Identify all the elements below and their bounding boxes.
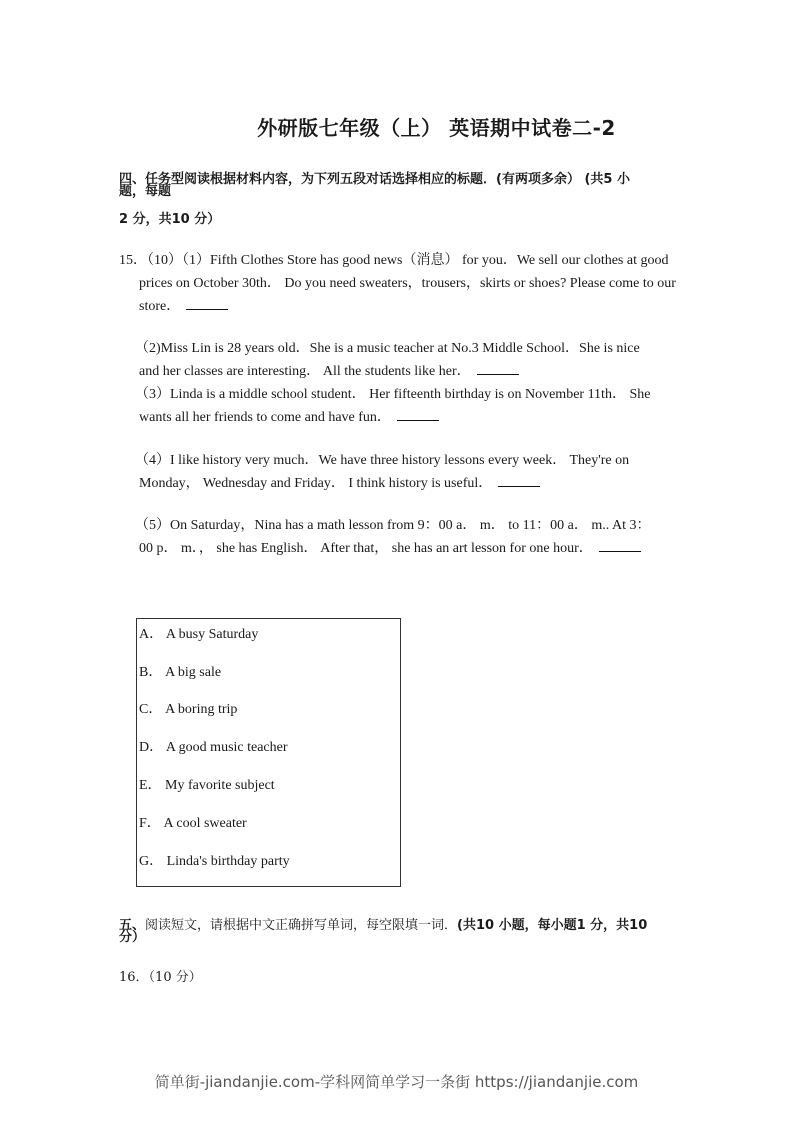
option-e: E． My favorite subject [139,778,275,793]
passage-5-line-1: （5）On Saturday，Nina has a math lesson from 9：00 a． m． to 11：00 a． m.. At 3： [135,518,651,533]
question-15-passage-5 [119,514,679,560]
passage-1-line-2: prices on October 30th． Do you need sweaters，trousers，skirts or shoes? Please come to our [139,276,676,291]
option-g: G． Linda's birthday party [139,854,290,869]
passage-5-line-2: 00 p． m．， she has English． After that， she has an art lesson for one hour． [139,541,593,556]
section-5-instructions: 阅读短文，请根据中文正确拼写单词，每空限填一词． [145,918,458,933]
passage-1-line-3: store． [139,299,181,314]
answer-blank-1[interactable] [186,297,228,310]
footer-watermark: 简单街-jiandanjie.com-学科网简单学习一条街 https://jiandanjie.com [154,1073,639,1091]
section-4-heading-line1: 四、任务型阅读根据材料内容，为下列五段对话选择相应的标题．(有两项多余） (共5 小 [119,172,630,187]
options-box [136,618,401,887]
question-15-passage-2 [119,337,679,383]
section-5-heading [119,920,679,944]
option-f: F． A cool sweater [139,816,247,831]
passage-3-line-2: wants all her friends to come and have fun． [139,410,391,425]
section-5-heading-line2: 分） [119,930,146,945]
section-4-heading-line2: 题，每题 [119,184,172,199]
passage-2-line-1: （2)Miss Lin is 28 years old．She is a music teacher at No.3 Middle School．She is nice [135,341,640,356]
question-15-passage-1 [119,249,679,318]
option-b: B． A big sale [139,665,222,680]
passage-2-line-2: and her classes are interesting． All the students like her． [139,364,471,379]
section-5-scoring: (共10 小题，每小题1 分，共10 [457,918,648,933]
question-15-passage-4 [119,449,679,495]
section-4-heading-line3: 2 分，共10 分） [119,212,221,227]
option-d: D． A good music teacher [139,740,288,755]
passage-3-line-1: （3）Linda is a middle school student． Her fifteenth birthday is on November 11th． She [135,387,651,402]
passage-4-line-2: Monday， Wednesday and Friday． I think history is useful． [139,476,493,491]
passage-1-line-1: （1）Fifth Clothes Store has good news（消息） for you．We sell our clothes at good [182,253,669,268]
answer-blank-5[interactable] [599,539,641,552]
answer-blank-2[interactable] [477,362,519,375]
answer-blank-4[interactable] [498,474,540,487]
question-15-label: 15．（10） [119,253,182,268]
document-title: 外研版七年级（上） 英语期中试卷二-2 [257,116,616,140]
answer-blank-3[interactable] [397,408,439,421]
question-15-passage-3 [119,383,679,429]
option-a: A． A busy Saturday [139,627,259,642]
passage-4-line-1: （4）I like history very much．We have three history lessons every week． They're on [135,453,630,468]
question-16-label: 16．（10 分） [119,970,202,985]
option-c: C． A boring trip [139,702,238,717]
section-5-prefix: 五、 [119,918,146,933]
section-4-heading [119,174,679,198]
